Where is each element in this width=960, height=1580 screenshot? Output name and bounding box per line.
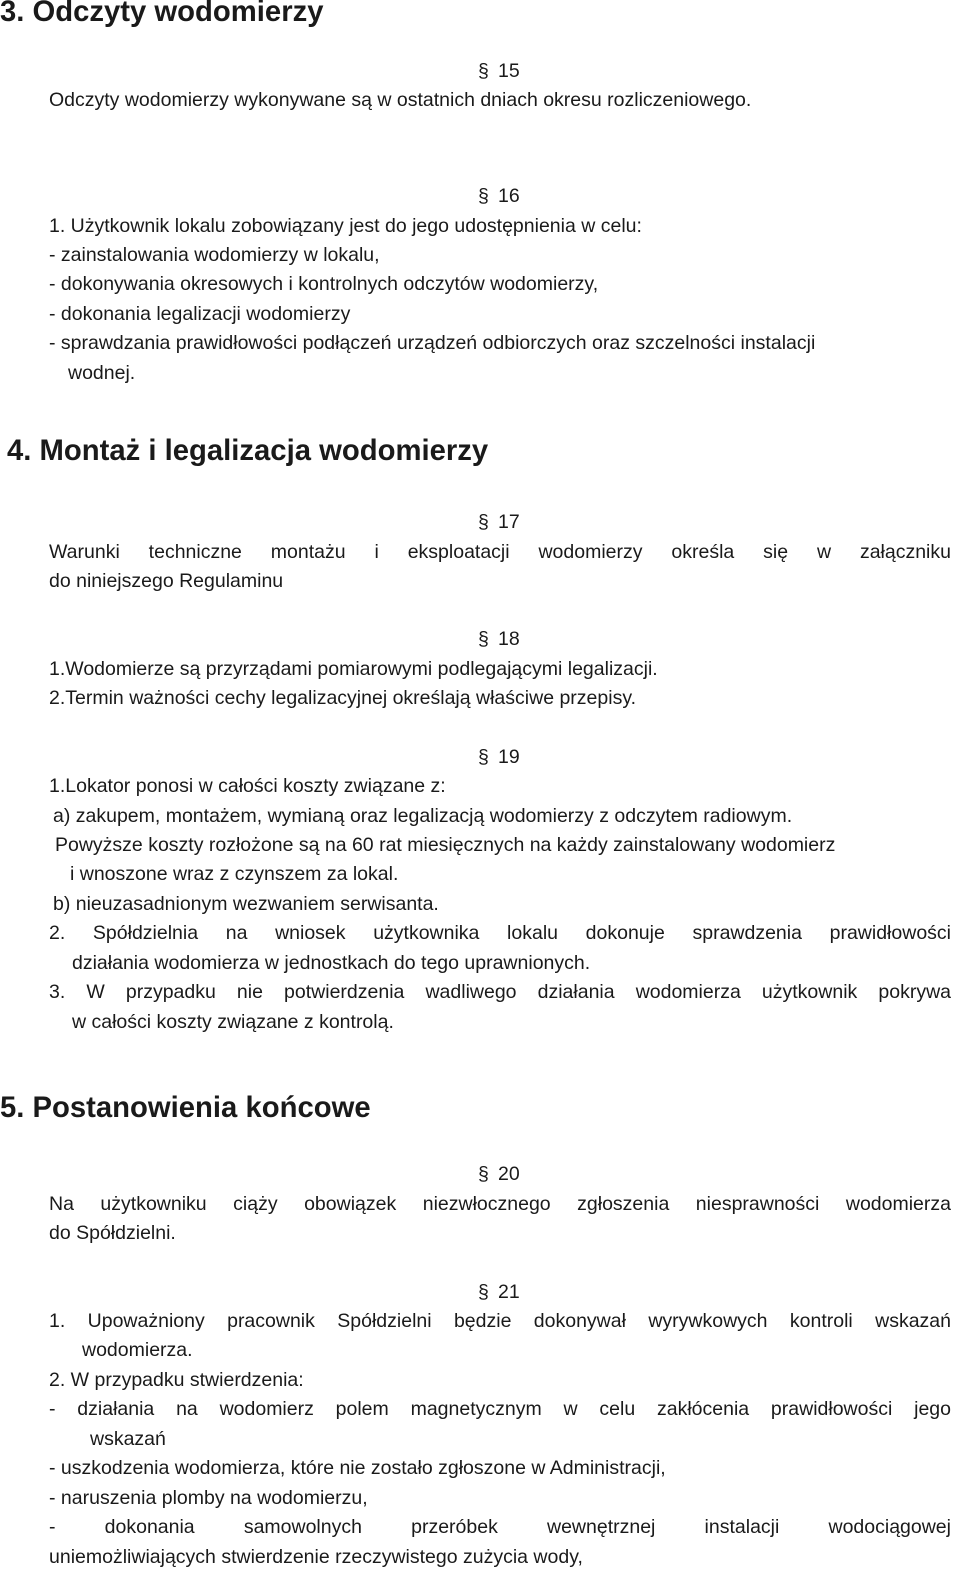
paragraph-heading-15 — [478, 59, 520, 83]
p17-line: do niniejszego Regulaminu — [49, 570, 284, 592]
paragraph-number: 18 — [498, 628, 520, 650]
paragraph-symbol: § — [478, 1281, 489, 1303]
p16-line: - sprawdzania prawidłowości podłączeń urządzeń odbiorczych oraz szczelności instalacji — [49, 332, 816, 354]
p21-line: uniemożliwiających stwierdzenie rzeczywistego zużycia wody, — [49, 1546, 583, 1568]
p18-line: 2.Termin ważności cechy legalizacyjnej określają właściwe przepisy. — [49, 687, 637, 709]
p19-line: 3. W przypadku nie potwierdzenia wadliwego działania wodomierza użytkownik pokrywa — [49, 981, 951, 1003]
p21-line: - uszkodzenia wodomierza, które nie zostało zgłoszone w Administracji, — [49, 1457, 666, 1479]
p19-line: a) zakupem, montażem, wymianą oraz legalizacją wodomierzy z odczytem radiowym. — [53, 805, 793, 827]
p19-line: i wnoszone wraz z czynszem za lokal. — [70, 863, 399, 885]
paragraph-number: 16 — [498, 185, 520, 207]
paragraph-heading-21 — [478, 1280, 520, 1304]
p16-line: - zainstalowania wodomierzy w lokalu, — [49, 244, 380, 266]
p19-line: 1.Lokator ponosi w całości koszty związane z: — [49, 775, 446, 797]
paragraph-heading-20 — [478, 1162, 520, 1186]
section-title-5: 5. Postanowienia końcowe — [0, 1092, 371, 1124]
p20-line: do Spółdzielni. — [49, 1222, 176, 1244]
p21-line: wodomierza. — [82, 1339, 193, 1361]
p19-line: b) nieuzasadnionym wezwaniem serwisanta. — [53, 893, 439, 915]
section-title-3: 3. Odczyty wodomierzy — [0, 0, 324, 28]
paragraph-number: 17 — [498, 511, 520, 533]
paragraph-heading-17 — [478, 510, 520, 534]
paragraph-symbol: § — [478, 628, 489, 650]
p21-line: - dokonania samowolnych przeróbek wewnętrznej instalacji wodociągowej — [49, 1516, 951, 1538]
p20-line: Na użytkowniku ciąży obowiązek niezwłocznego zgłoszenia niesprawności wodomierza — [49, 1193, 951, 1215]
paragraph-symbol: § — [478, 511, 489, 533]
paragraph-symbol: § — [478, 185, 489, 207]
paragraph-number: 15 — [498, 60, 520, 82]
p15-line: Odczyty wodomierzy wykonywane są w ostatnich dniach okresu rozliczeniowego. — [49, 89, 752, 111]
paragraph-symbol: § — [478, 1163, 489, 1185]
paragraph-heading-19 — [478, 745, 520, 769]
paragraph-number: 19 — [498, 746, 520, 768]
p21-line: - naruszenia plomby na wodomierzu, — [49, 1487, 368, 1509]
p21-line: 2. W przypadku stwierdzenia: — [49, 1369, 304, 1391]
paragraph-heading-18 — [478, 627, 520, 651]
p16-line: - dokonywania okresowych i kontrolnych odczytów wodomierzy, — [49, 273, 599, 295]
p16-line: 1. Użytkownik lokalu zobowiązany jest do jego udostępnienia w celu: — [49, 215, 642, 237]
p19-line: w całości koszty związane z kontrolą. — [72, 1011, 394, 1033]
paragraph-number: 20 — [498, 1163, 520, 1185]
p19-line: 2. Spółdzielnia na wniosek użytkownika lokalu dokonuje sprawdzenia prawidłowości — [49, 922, 951, 944]
paragraph-symbol: § — [478, 60, 489, 82]
p16-line: - dokonania legalizacji wodomierzy — [49, 303, 351, 325]
p17-line: Warunki techniczne montażu i eksploatacji wodomierzy określa się w załączniku — [49, 541, 951, 563]
p19-line: Powyższe koszty rozłożone są na 60 rat miesięcznych na każdy zainstalowany wodomierz — [55, 834, 836, 856]
p19-line: działania wodomierza w jednostkach do tego uprawnionych. — [72, 952, 591, 974]
p21-line: - działania na wodomierz polem magnetycznym w celu zakłócenia prawidłowości jego — [49, 1398, 951, 1420]
paragraph-symbol: § — [478, 746, 489, 768]
p18-line: 1.Wodomierze są przyrządami pomiarowymi podlegającymi legalizacji. — [49, 658, 658, 680]
paragraph-number: 21 — [498, 1281, 520, 1303]
paragraph-heading-16 — [478, 184, 520, 208]
p16-line: wodnej. — [68, 362, 136, 384]
p21-line: 1. Upoważniony pracownik Spółdzielni będzie dokonywał wyrywkowych kontroli wskazań — [49, 1310, 951, 1332]
section-title-4: 4. Montaż i legalizacja wodomierzy — [7, 435, 489, 467]
p21-line: wskazań — [90, 1428, 166, 1450]
